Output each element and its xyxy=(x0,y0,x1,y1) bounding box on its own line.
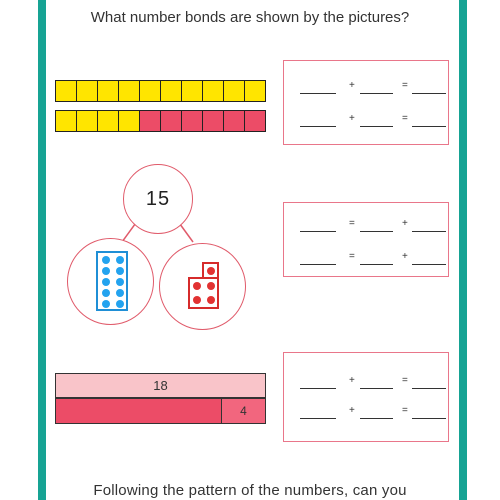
operator-symbol: = xyxy=(402,80,408,91)
operator-symbol: = xyxy=(402,375,408,386)
operator-symbol: + xyxy=(402,218,408,229)
equation-line xyxy=(294,377,440,391)
equation-line xyxy=(294,220,440,234)
bar-model-known-part xyxy=(222,399,265,423)
answer-blank[interactable] xyxy=(360,231,393,232)
counter xyxy=(102,256,110,264)
bar-model-whole xyxy=(55,373,266,398)
answer-blank[interactable] xyxy=(412,388,446,389)
whole-value: 15 xyxy=(145,187,171,210)
ten-frame-blue xyxy=(96,251,128,311)
equation-line xyxy=(294,407,440,421)
operator-symbol: = xyxy=(349,218,355,229)
counter xyxy=(207,282,215,290)
part-circle-right xyxy=(159,243,246,330)
counter xyxy=(102,289,110,297)
question-title: What number bonds are shown by the pictures? xyxy=(90,9,410,26)
counter xyxy=(207,296,215,304)
operator-symbol: + xyxy=(349,113,355,124)
part-circle-left xyxy=(67,238,154,325)
answer-blank[interactable] xyxy=(300,264,336,265)
operator-symbol: + xyxy=(349,405,355,416)
answer-blank[interactable] xyxy=(300,231,336,232)
bar-model-parts xyxy=(55,398,266,424)
answer-blank[interactable] xyxy=(360,264,393,265)
counter xyxy=(207,267,215,275)
counter xyxy=(102,300,110,308)
counter xyxy=(193,282,201,290)
counter xyxy=(102,278,110,286)
operator-symbol: = xyxy=(349,251,355,262)
answer-box-3 xyxy=(283,352,449,442)
bar-model-unknown-part xyxy=(56,399,222,423)
ten-frame-red-bottom xyxy=(188,277,219,309)
operator-symbol: = xyxy=(402,405,408,416)
counter xyxy=(116,289,124,297)
counter xyxy=(102,267,110,275)
answer-blank[interactable] xyxy=(412,418,446,419)
counter xyxy=(116,300,124,308)
whole-circle xyxy=(123,164,193,234)
counter xyxy=(116,256,124,264)
operator-symbol: = xyxy=(402,113,408,124)
equation-line xyxy=(294,253,440,267)
bar-model-whole-value: 18 xyxy=(153,378,168,393)
answer-blank[interactable] xyxy=(300,418,336,419)
counter xyxy=(193,296,201,304)
answer-blank[interactable] xyxy=(300,388,336,389)
operator-symbol: + xyxy=(402,251,408,262)
answer-box-2 xyxy=(283,202,449,277)
counter xyxy=(116,278,124,286)
answer-blank[interactable] xyxy=(412,231,446,232)
answer-blank[interactable] xyxy=(360,388,393,389)
counter xyxy=(116,267,124,275)
bar-model-part-value: 4 xyxy=(240,404,247,418)
answer-blank[interactable] xyxy=(360,418,393,419)
answer-blank[interactable] xyxy=(412,264,446,265)
operator-symbol: + xyxy=(349,80,355,91)
operator-symbol: + xyxy=(349,375,355,386)
footer-instruction: Following the pattern of the numbers, can you xyxy=(93,482,407,499)
